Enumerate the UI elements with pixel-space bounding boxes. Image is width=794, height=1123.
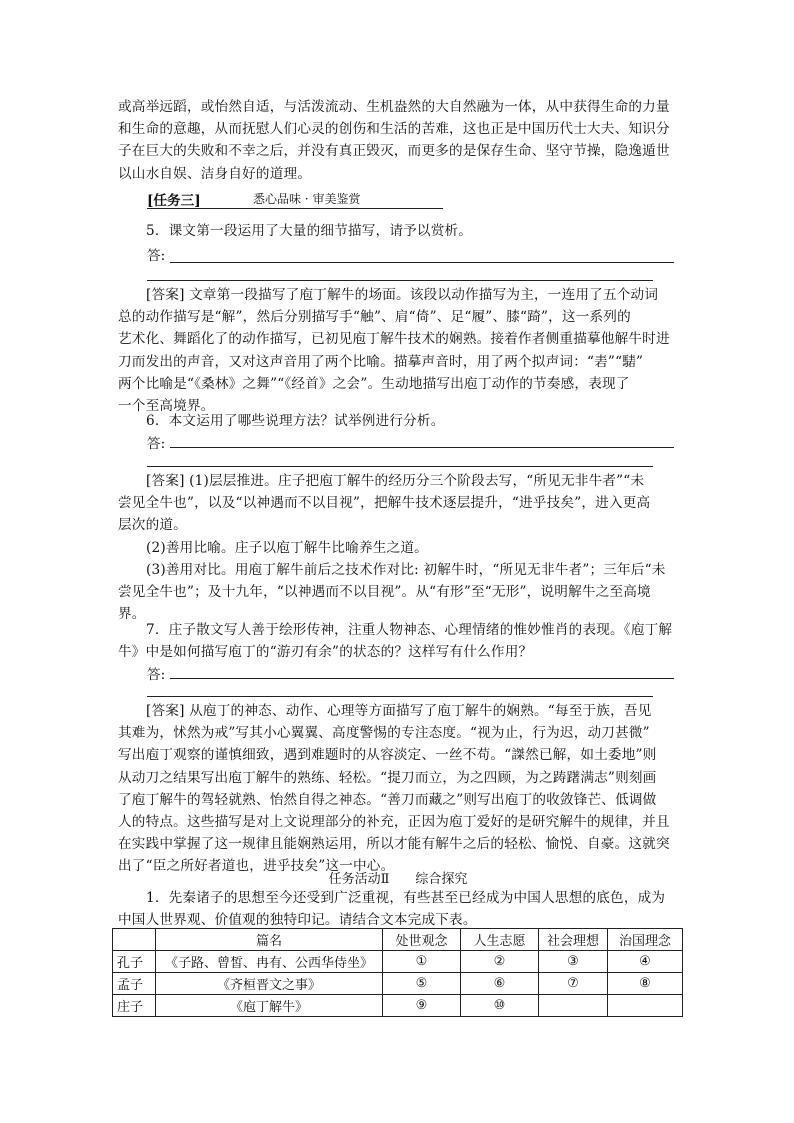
- table-cell[interactable]: ⑤: [383, 973, 461, 995]
- table-cell[interactable]: ②: [461, 951, 539, 973]
- answer-line-text: 在实践中掌握了这一规律且能娴熟运用，所以才能有解牛之后的轻松、愉悦、自豪。这就突: [118, 836, 670, 853]
- answer-line-text: 层次的道。: [118, 517, 187, 534]
- intro-line: 或高举远蹈，或怡然自适，与活泼流动、生机盎然的大自然融为一体，从中获得生命的力量: [118, 99, 670, 115]
- table-cell[interactable]: ③: [539, 951, 608, 973]
- table-cell[interactable]: ①: [383, 951, 461, 973]
- task-header: [147, 188, 443, 209]
- answer-line-text: (3)善用对比。用庖丁解牛前后之技术作对比: 初解牛时，“所见无非牛者”；三年后“未: [146, 561, 666, 578]
- comparison-table: [112, 928, 683, 1017]
- q7-question: [118, 619, 678, 663]
- table-cell[interactable]: [608, 995, 683, 1017]
- answer-line[interactable]: [170, 262, 674, 263]
- q6-question: [118, 410, 706, 432]
- table-cell[interactable]: ⑦: [539, 973, 608, 995]
- answer-prefix: 答:: [147, 436, 166, 452]
- question-text: 牛》中是如何描写庖丁的“游刃有余”的状态的？这样写有什么作用？: [118, 644, 533, 661]
- answer-line-text: 写出庖丁观察的谨慎细致，遇到难题时的从容淡定、一丝不苟。“謋然已解，如土委地”则: [118, 747, 657, 764]
- activity-heading: 任务活动Ⅱ 综合探究: [328, 872, 468, 887]
- q7-answer: [118, 700, 678, 878]
- answer-line-text: 总的动作描写是“解”，然后分别描写手“触”、肩“倚”、足“履”、膝“踦”，这一系列的: [118, 309, 631, 326]
- table-header-cell: 人生志愿: [461, 929, 539, 951]
- answer-line[interactable]: [147, 466, 653, 467]
- answer-text: 从庖丁的神态、动作、心理等方面描写了庖丁解牛的娴熟。“每至于族，吾见: [189, 703, 652, 719]
- table-cell: 《齐桓晋文之事》: [156, 973, 383, 995]
- answer-line[interactable]: [170, 678, 674, 679]
- task-title: 悉心品味 · 审美鉴赏: [253, 192, 361, 206]
- question-text: 5．课文第一段运用了大量的细节描写，请予以赏析。: [146, 223, 473, 239]
- intro-line: 和生命的意趣，从而抚慰人们心灵的创伤和生活的苦难，这也正是中国历代士大夫、知识分: [118, 121, 670, 138]
- answer-text: (1)层层推进。庄子把庖丁解牛的经历分三个阶段去写，“所见无非牛者”“未: [189, 473, 645, 489]
- intro-paragraph: [118, 96, 678, 185]
- table-header-row: [113, 929, 683, 951]
- table-cell[interactable]: ④: [608, 951, 683, 973]
- answer-line-text: [118, 284, 678, 306]
- answer-line[interactable]: [147, 696, 653, 697]
- table-row: [113, 973, 683, 995]
- question-text: 1．先秦诸子的思想至今还受到广泛重视，有些甚至已经成为中国人思想的底色，成为: [146, 890, 666, 906]
- table-cell: 《庖丁解牛》: [156, 995, 383, 1017]
- table-cell: 庄子: [113, 995, 156, 1017]
- q5-question: [118, 220, 706, 242]
- answer-tag: [答案]: [146, 703, 185, 719]
- answer-line-text: [118, 470, 678, 492]
- answer-line-text: [118, 700, 678, 722]
- answer-line-text: 出了“臣之所好者道也，进乎技矣”这一中心。: [118, 858, 395, 875]
- answer-prefix: 答:: [147, 248, 166, 264]
- table-row: [113, 951, 683, 973]
- answer-prefix: 答:: [147, 667, 166, 683]
- answer-line-text: 从动刀之结果写出庖丁解牛的熟练、轻松。“提刀而立，为之四顾，为之踌躇满志”则刻画: [118, 769, 657, 786]
- question-text: 中国人世界观、价值观的独特印记。请结合文本完成下表。: [118, 912, 477, 929]
- answer-line-text: 艺术化、舞蹈化了的动作描写，已初见庖丁解牛技术的娴熟。接着作者侧重描摹他解牛时进: [118, 331, 670, 348]
- table-cell: 孔子: [113, 951, 156, 973]
- table-cell[interactable]: ⑩: [461, 995, 539, 1017]
- table-header-cell: 处世观念: [383, 929, 461, 951]
- answer-line-text: 尝见全牛也”，以及“以神遇而不以目视”，把解牛技术逐层提升，“进乎技矣”，进入更高: [118, 495, 651, 512]
- answer-line-text: 界。: [118, 606, 146, 623]
- answer-line-text: 其难为，怵然为戒”写其小心翼翼、高度警惕的专注态度。“视为止，行为迟，动刀甚微”: [118, 725, 650, 742]
- table-cell: 孟子: [113, 973, 156, 995]
- intro-line: 子在巨大的失败和不幸之后，并没有真正毁灭，而更多的是保存生命、坚守节操，隐逸遁世: [118, 143, 670, 160]
- table-row: [113, 995, 683, 1017]
- table-header-cell: [113, 929, 156, 951]
- table-header-cell: 篇名: [156, 929, 383, 951]
- q5-answer: [118, 284, 678, 417]
- table-header-cell: 社会理想: [539, 929, 608, 951]
- q1-question: [118, 887, 678, 931]
- answer-line-text: 尝见全牛也”；及十九年，“以神遇而不以目视”。从“有形”至“无形”，说明解牛之至高境: [118, 583, 651, 600]
- answer-line-text: 刀而发出的声音，又对这声音用了两个比喻。描摹声音时，用了两个拟声词：“砉”“騞”: [118, 353, 644, 370]
- answer-line-text: 一个至高境界。: [118, 397, 215, 414]
- question-text: 7．庄子散文写人善于绘形传神，注重人物神态、心理情绪的惟妙惟肖的表现。《庖丁解: [146, 622, 673, 638]
- table-cell[interactable]: ⑧: [608, 973, 683, 995]
- answer-tag: [答案]: [146, 473, 185, 489]
- answer-line[interactable]: [170, 447, 674, 448]
- answer-line-text: 人的特点。这些描写是对上文说理部分的补充，正因为庖丁爱好的是研究解牛的规律，并且: [118, 813, 670, 830]
- answer-line-text: 了庖丁解牛的驾轻就熟、怡然自得之神态。“善刀而藏之”则写出庖丁的收敛锋芒、低调做: [118, 791, 657, 808]
- answer-line-text: 两个比喻是“《桑林》之舞”“《经首》之会”。生动地描写出庖丁动作的节奏感，表现了: [118, 375, 630, 392]
- answer-text: 文章第一段描写了庖丁解牛的场面。该段以动作描写为主，一连用了五个动词: [189, 287, 659, 303]
- task-label: [任务三]: [147, 193, 201, 209]
- question-text: 6．本文运用了哪些说理方法？试举例进行分析。: [146, 413, 445, 429]
- q6-answer: [118, 470, 678, 625]
- table-cell[interactable]: ⑥: [461, 973, 539, 995]
- intro-line: 以山水自娱、洁身自好的道理。: [118, 165, 312, 182]
- table-cell[interactable]: [539, 995, 608, 1017]
- table-cell: 《子路、曾皙、冉有、公西华侍坐》: [156, 951, 383, 973]
- answer-tag: [答案]: [146, 287, 185, 303]
- table-header-cell: 治国理念: [608, 929, 683, 951]
- table-cell[interactable]: ⑨: [383, 995, 461, 1017]
- answer-line-text: (2)善用比喻。庄子以庖丁解牛比喻养生之道。: [146, 539, 428, 556]
- answer-line[interactable]: [147, 280, 653, 281]
